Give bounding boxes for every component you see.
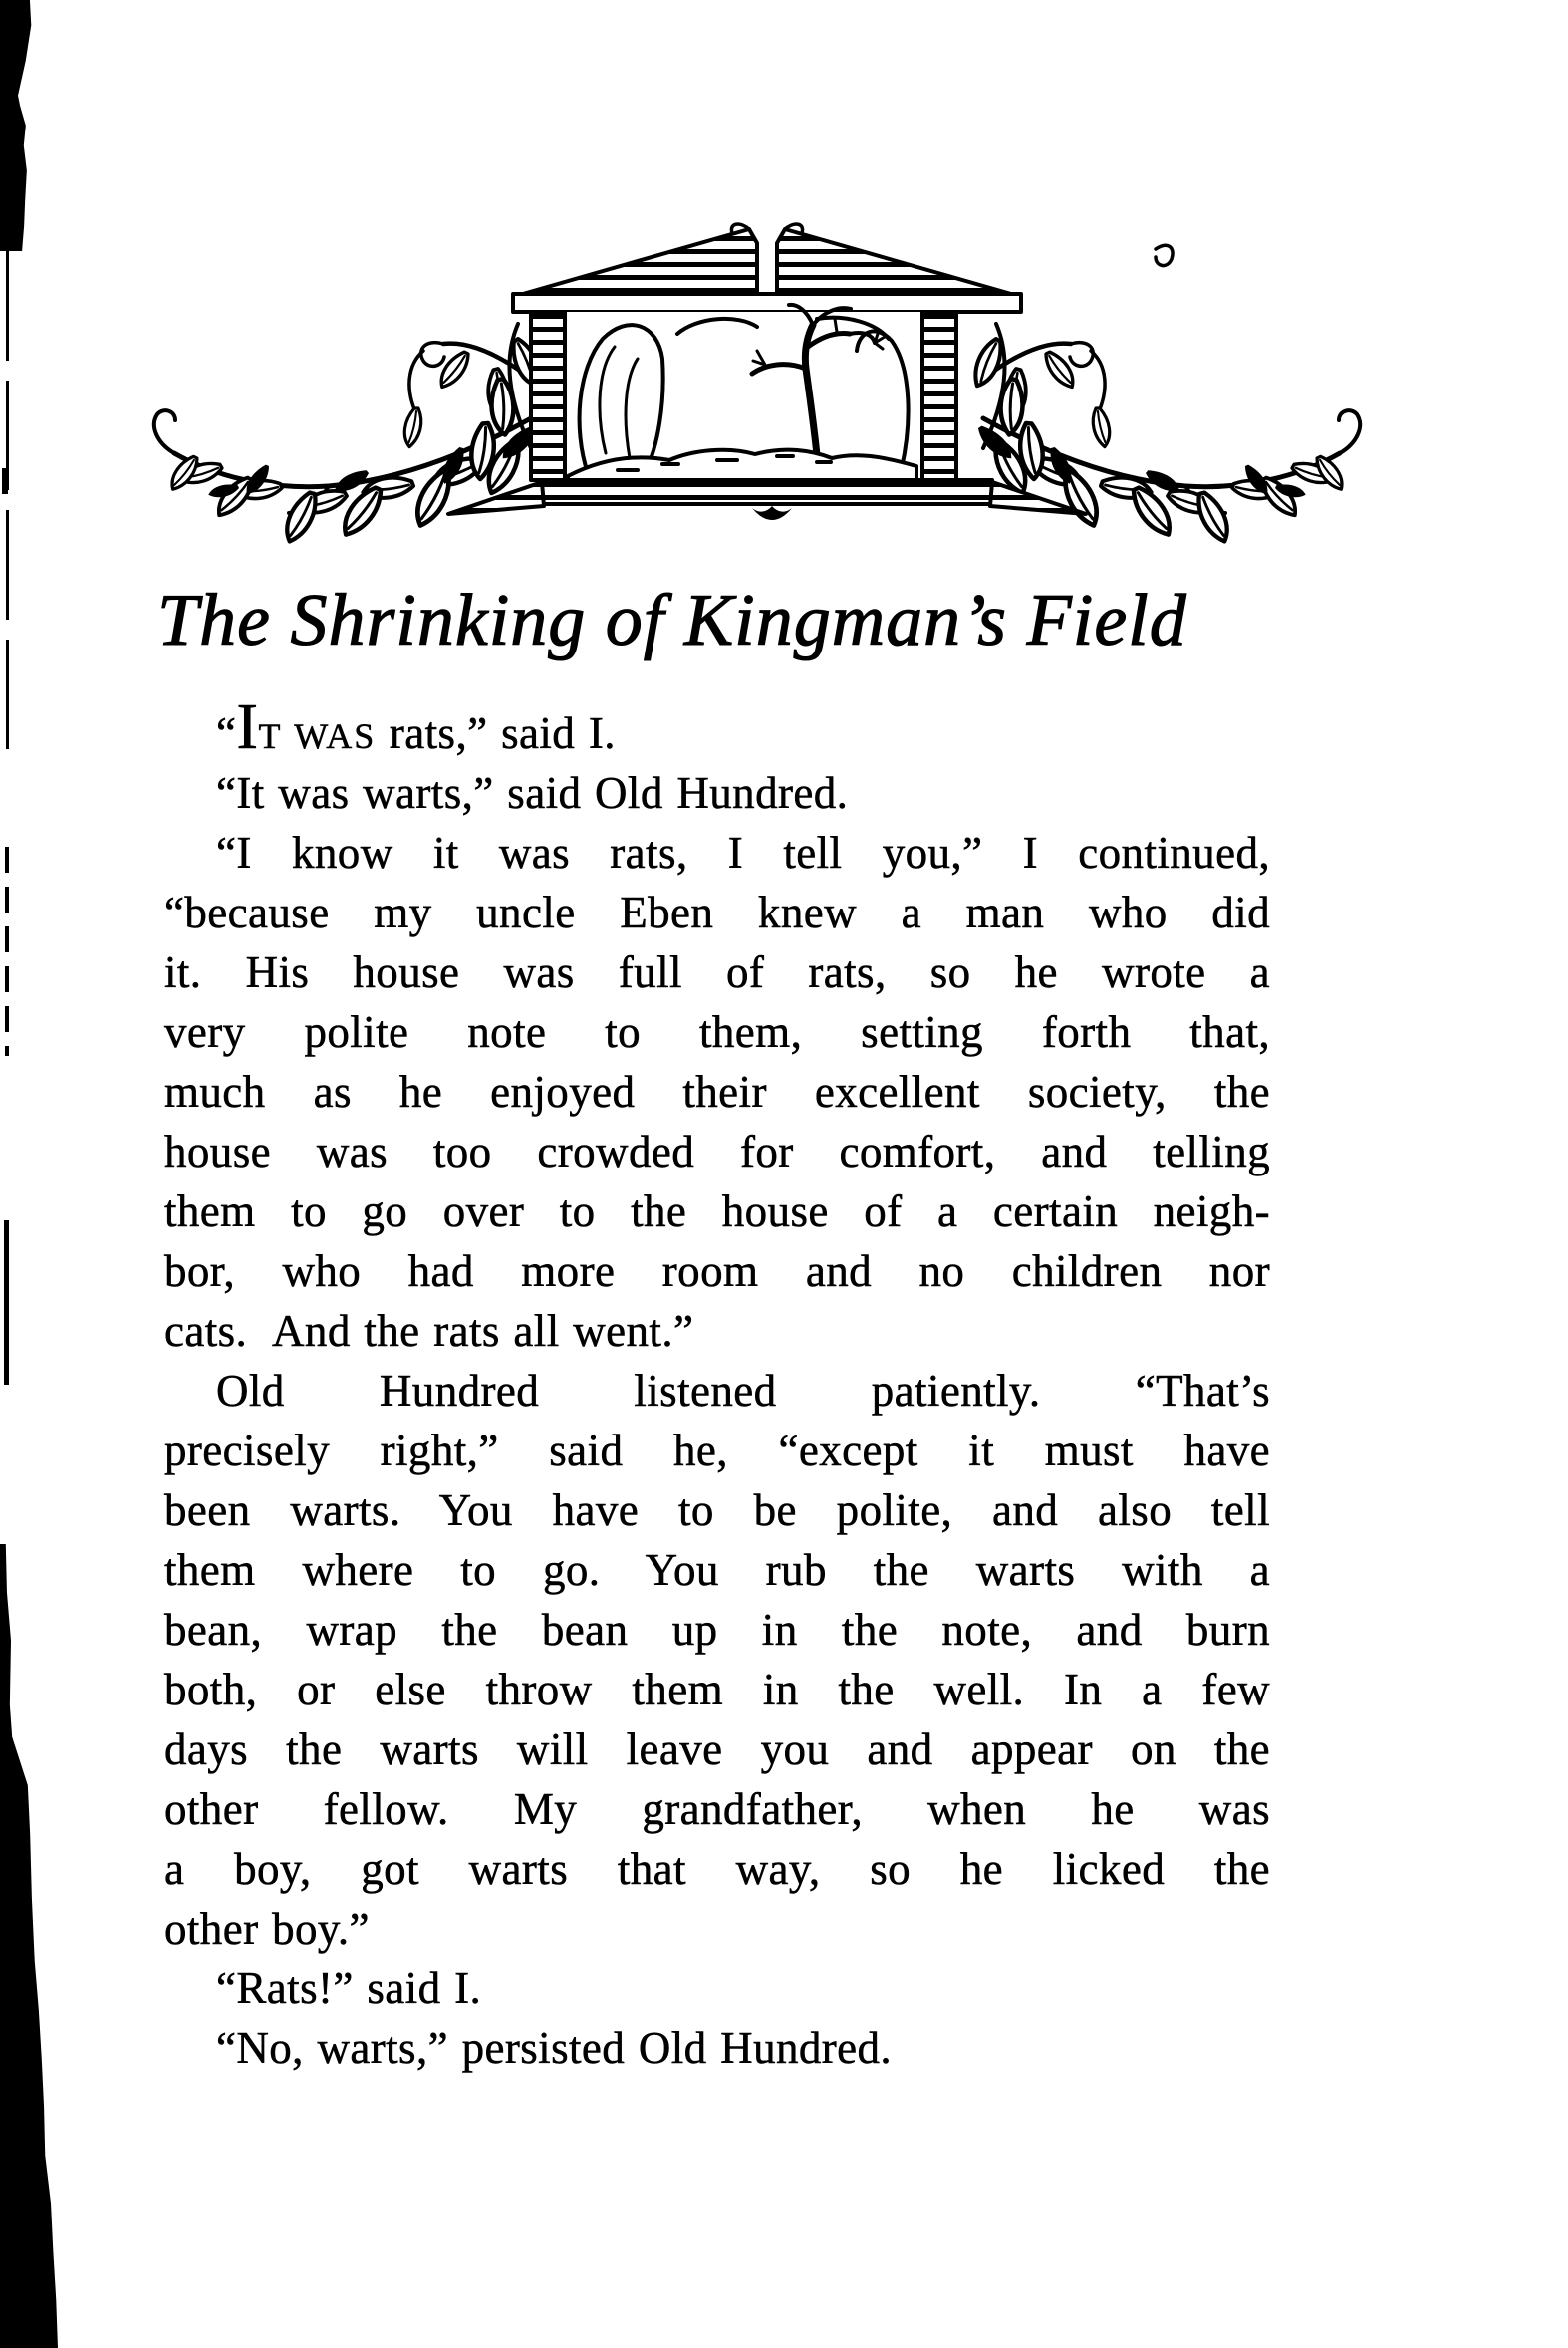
text-line: been warts. You have to be polite, and also tell bbox=[164, 1485, 1270, 1535]
text-line: “because my uncle Eben knew a man who did bbox=[164, 888, 1270, 937]
body-text bbox=[164, 691, 1270, 2078]
text-line: them to go over to the house of a certain neigh- bbox=[164, 1186, 1270, 1236]
open-quote: “ bbox=[216, 708, 237, 758]
text-line: much as he enjoyed their excellent society, the bbox=[164, 1067, 1270, 1117]
scan-artifact-tick bbox=[2, 468, 8, 494]
chapter-title: The Shrinking of Kingman’s Field bbox=[157, 580, 1187, 661]
headpiece-illustration bbox=[120, 217, 1435, 550]
text-line: “Rats!” said I. bbox=[216, 1963, 482, 2013]
text-line: precisely right,” said he, “except it must have bbox=[164, 1426, 1270, 1475]
text-line: a boy, got warts that way, so he licked the bbox=[164, 1844, 1270, 1894]
scan-artifact-bar bbox=[4, 1220, 9, 1385]
text-line: “It was warts,” said Old Hundred. bbox=[216, 768, 849, 818]
text-line: it. His house was full of rats, so he wrote a bbox=[164, 947, 1270, 997]
lede-small-caps: T WAS bbox=[258, 716, 377, 756]
text-line: house was too crowded for comfort, and telling bbox=[164, 1127, 1270, 1176]
lede-rest: rats,” said I. bbox=[376, 708, 616, 758]
text-line: Old Hundred listened patiently. “That’s bbox=[216, 1366, 1270, 1416]
text-line: other boy.” bbox=[164, 1904, 370, 1954]
scan-artifact-top-blob bbox=[0, 0, 34, 251]
text-line: other fellow. My grandfather, when he was bbox=[164, 1784, 1270, 1834]
text-line: them where to go. You rub the warts with a bbox=[164, 1545, 1270, 1595]
text-line: both, or else throw them in the well. In a few bbox=[164, 1665, 1270, 1714]
text-line: bor, who had more room and no children nor bbox=[164, 1246, 1270, 1296]
scan-artifact-hairline bbox=[6, 251, 9, 749]
text-line: very polite note to them, setting forth that, bbox=[164, 1007, 1270, 1057]
text-line: “No, warts,” persisted Old Hundred. bbox=[216, 2023, 893, 2073]
text-line-opening bbox=[164, 691, 1270, 763]
text-line: “I know it was rats, I tell you,” I continued, bbox=[216, 828, 1270, 878]
lede-initial: I bbox=[236, 691, 259, 763]
scan-artifact-dashes bbox=[5, 847, 9, 1056]
scan-artifact-bottom-wedge bbox=[0, 1544, 58, 2348]
text-line: days the warts will leave you and appear on the bbox=[164, 1724, 1270, 1774]
text-line: bean, wrap the bean up in the note, and burn bbox=[164, 1605, 1270, 1655]
text-line: cats. And the rats all went.” bbox=[164, 1306, 694, 1356]
